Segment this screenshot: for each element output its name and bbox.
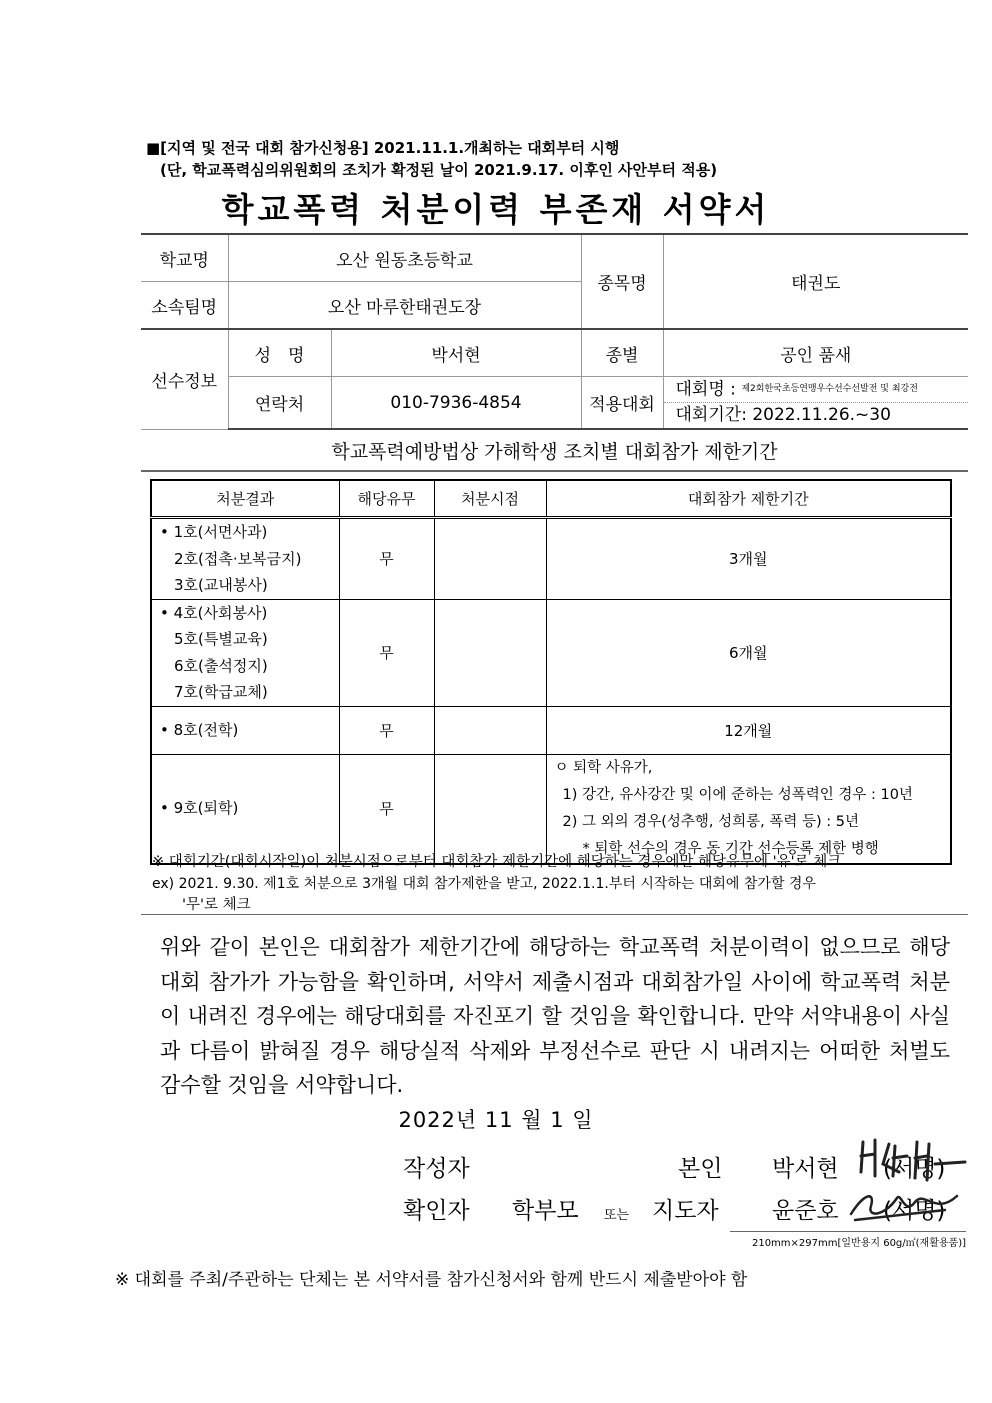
rules-row-1-result: [151, 518, 339, 600]
page-title: 학교폭력 처분이력 부존재 서약서: [221, 190, 771, 229]
header-line-2: (단, 학교폭력심의위원회의 조치가 확정된 날이 2021.9.17. 이후인 사안부터 적용): [160, 161, 718, 179]
self-label: 본인: [678, 1156, 723, 1182]
pledge-paragraph: 위와 같이 본인은 대회참가 제한기간에 해당하는 학교폭력 처분이력이 없으므로 해당 대회 참가가 가능함을 확인하며, 서약서 제출시점과 대회참가일 사이에 학교폭력 처분이 내려진 경우에는 해당대회를 자진포기 할 것임을 확인합니다. 만약 서약내용이 사실과 다름이 밝혀질 경우 해당실적 삭제와 부정선수로 판단 시 내려지는 어떠한 처벌도 감수할 것임을 서약합니다.: [160, 935, 950, 1097]
expulsion-note-1: ㅇ 퇴학 사유가,: [554, 759, 653, 776]
rules-row-3-time: [434, 706, 546, 754]
rules-table: [150, 479, 952, 865]
rules-row-1-line-1: • 1호(서면사과): [160, 523, 268, 541]
team-label: 소속팀명: [141, 282, 228, 330]
expulsion-note-4: * 퇴학 선수의 경우 동 기간 선수등록 제한 병행: [582, 840, 879, 857]
rules-row-2-line-4: 7호(학급교체): [174, 683, 268, 701]
rules-row-2-line-2: 5호(특별교육): [174, 630, 268, 648]
rules-row-1-line-2: 2호(접촉·보복금지): [174, 549, 302, 568]
writer-signature-icon: [855, 1136, 975, 1182]
rules-row-1-line-3: 3호(교내봉사): [174, 576, 268, 594]
writer-name: 박서현: [772, 1156, 839, 1182]
note-line-1: ※ 대회기간(대회시작일)이 처분시점으로부터 대회참가 제한기간에 해당하는 경우에만 해당유무에 '유'로 체크: [152, 854, 842, 870]
rules-row-3-has: 무: [339, 706, 434, 754]
rules-header-limit: 대회참가 제한기간: [546, 480, 951, 518]
rules-row-4-time: [434, 754, 546, 864]
rules-row-4-limit: [546, 754, 951, 864]
contest-label: 적용대회: [581, 377, 663, 430]
info-table: [141, 233, 968, 430]
rules-title: 학교폭력예방법상 가해학생 조치별 대회참가 제한기간: [141, 437, 968, 472]
expulsion-note-3: 2) 그 외의 경우(성추행, 성희롱, 폭력 등) : 5년: [562, 813, 860, 830]
coach-label: 지도자: [652, 1198, 719, 1224]
divider: [141, 914, 968, 915]
rules-row-3-result: • 8호(전학): [151, 706, 339, 754]
rules-row-3: [151, 706, 951, 754]
confirmer-name: 윤준호: [772, 1198, 839, 1224]
contest-name-label: 대회명 :: [675, 379, 736, 400]
contest-cell: [663, 377, 968, 430]
contest-period: 대회기간: 2022.11.26.~30: [675, 405, 891, 425]
expulsion-note-2: 1) 강간, 유사강간 및 이에 준하는 성폭력인 경우 : 10년: [562, 786, 913, 803]
writer-label: 작성자: [403, 1156, 470, 1182]
rules-row-2: [151, 599, 951, 706]
rules-row-4-has: 무: [339, 754, 434, 864]
event-label: 종목명: [581, 234, 663, 329]
name-label: 성 명: [228, 329, 331, 377]
pledge-date: 2022년 11 월 1 일: [398, 1108, 594, 1132]
school-value: 오산 원동초등학교: [228, 234, 581, 282]
rules-row-4-result: • 9호(퇴학): [151, 754, 339, 864]
rules-row-2-line-1: • 4호(사회봉사): [160, 603, 268, 622]
confirmer-signature-icon: [845, 1186, 965, 1226]
confirmer-label: 확인자: [403, 1198, 470, 1224]
writer-sign-mark: (서명): [883, 1156, 946, 1182]
rules-header-time: 처분시점: [434, 480, 546, 518]
rules-row-3-limit: 12개월: [546, 706, 951, 754]
rules-row-1-limit: 3개월: [546, 518, 951, 600]
rules-row-2-time: [434, 599, 546, 706]
category-value: 공인 품새: [663, 329, 968, 377]
rules-row-1-time: [434, 518, 546, 600]
or-label: 또는: [604, 1208, 630, 1223]
rules-row-1-has: 무: [339, 518, 434, 600]
paper-size: 210mm×297mm[일반용지 60g/㎡(재활용품)]: [730, 1231, 966, 1249]
school-label: 학교명: [141, 234, 228, 282]
contest-name-row: [664, 377, 969, 403]
rules-row-2-has: 무: [339, 599, 434, 706]
parent-label: 학부모: [512, 1198, 579, 1224]
rules-row-2-line-3: 6호(출석정지): [174, 656, 268, 675]
rules-row-2-limit: 6개월: [546, 599, 951, 706]
player-info-label: 선수정보: [141, 329, 228, 429]
note-line-2: ex) 2021. 9.30. 제1호 처분으로 3개월 대회 참가제한을 받고, 2022.1.1.부터 시작하는 대회에 참가할 경우: [152, 876, 816, 892]
category-label: 종별: [581, 329, 663, 377]
rules-header-has: 해당유무: [339, 480, 434, 518]
rules-row-1: [151, 518, 951, 600]
footer-note: ※ 대회를 주최/주관하는 단체는 본 서약서를 참가신청서와 함께 반드시 제출받아야 함: [115, 1270, 748, 1290]
rules-row-4: [151, 754, 951, 864]
contest-name-value: 제2회한국초등연맹우수선수선발전 및 최강전: [741, 384, 918, 394]
contact-value: 010-7936-4854: [331, 377, 581, 430]
team-value: 오산 마루한태권도장: [228, 282, 581, 330]
rules-row-2-result: [151, 599, 339, 706]
confirmer-sign-mark: (서명): [883, 1198, 946, 1224]
event-value: 태권도: [663, 234, 968, 329]
contact-label: 연락처: [228, 377, 331, 430]
note-line-3: '무'로 체크: [182, 897, 251, 913]
header-line-1: ■[지역 및 전국 대회 참가신청용] 2021.11.1.개최하는 대회부터 시행: [146, 139, 620, 157]
name-value: 박서현: [331, 329, 581, 377]
rules-header-result: 처분결과: [151, 480, 339, 518]
